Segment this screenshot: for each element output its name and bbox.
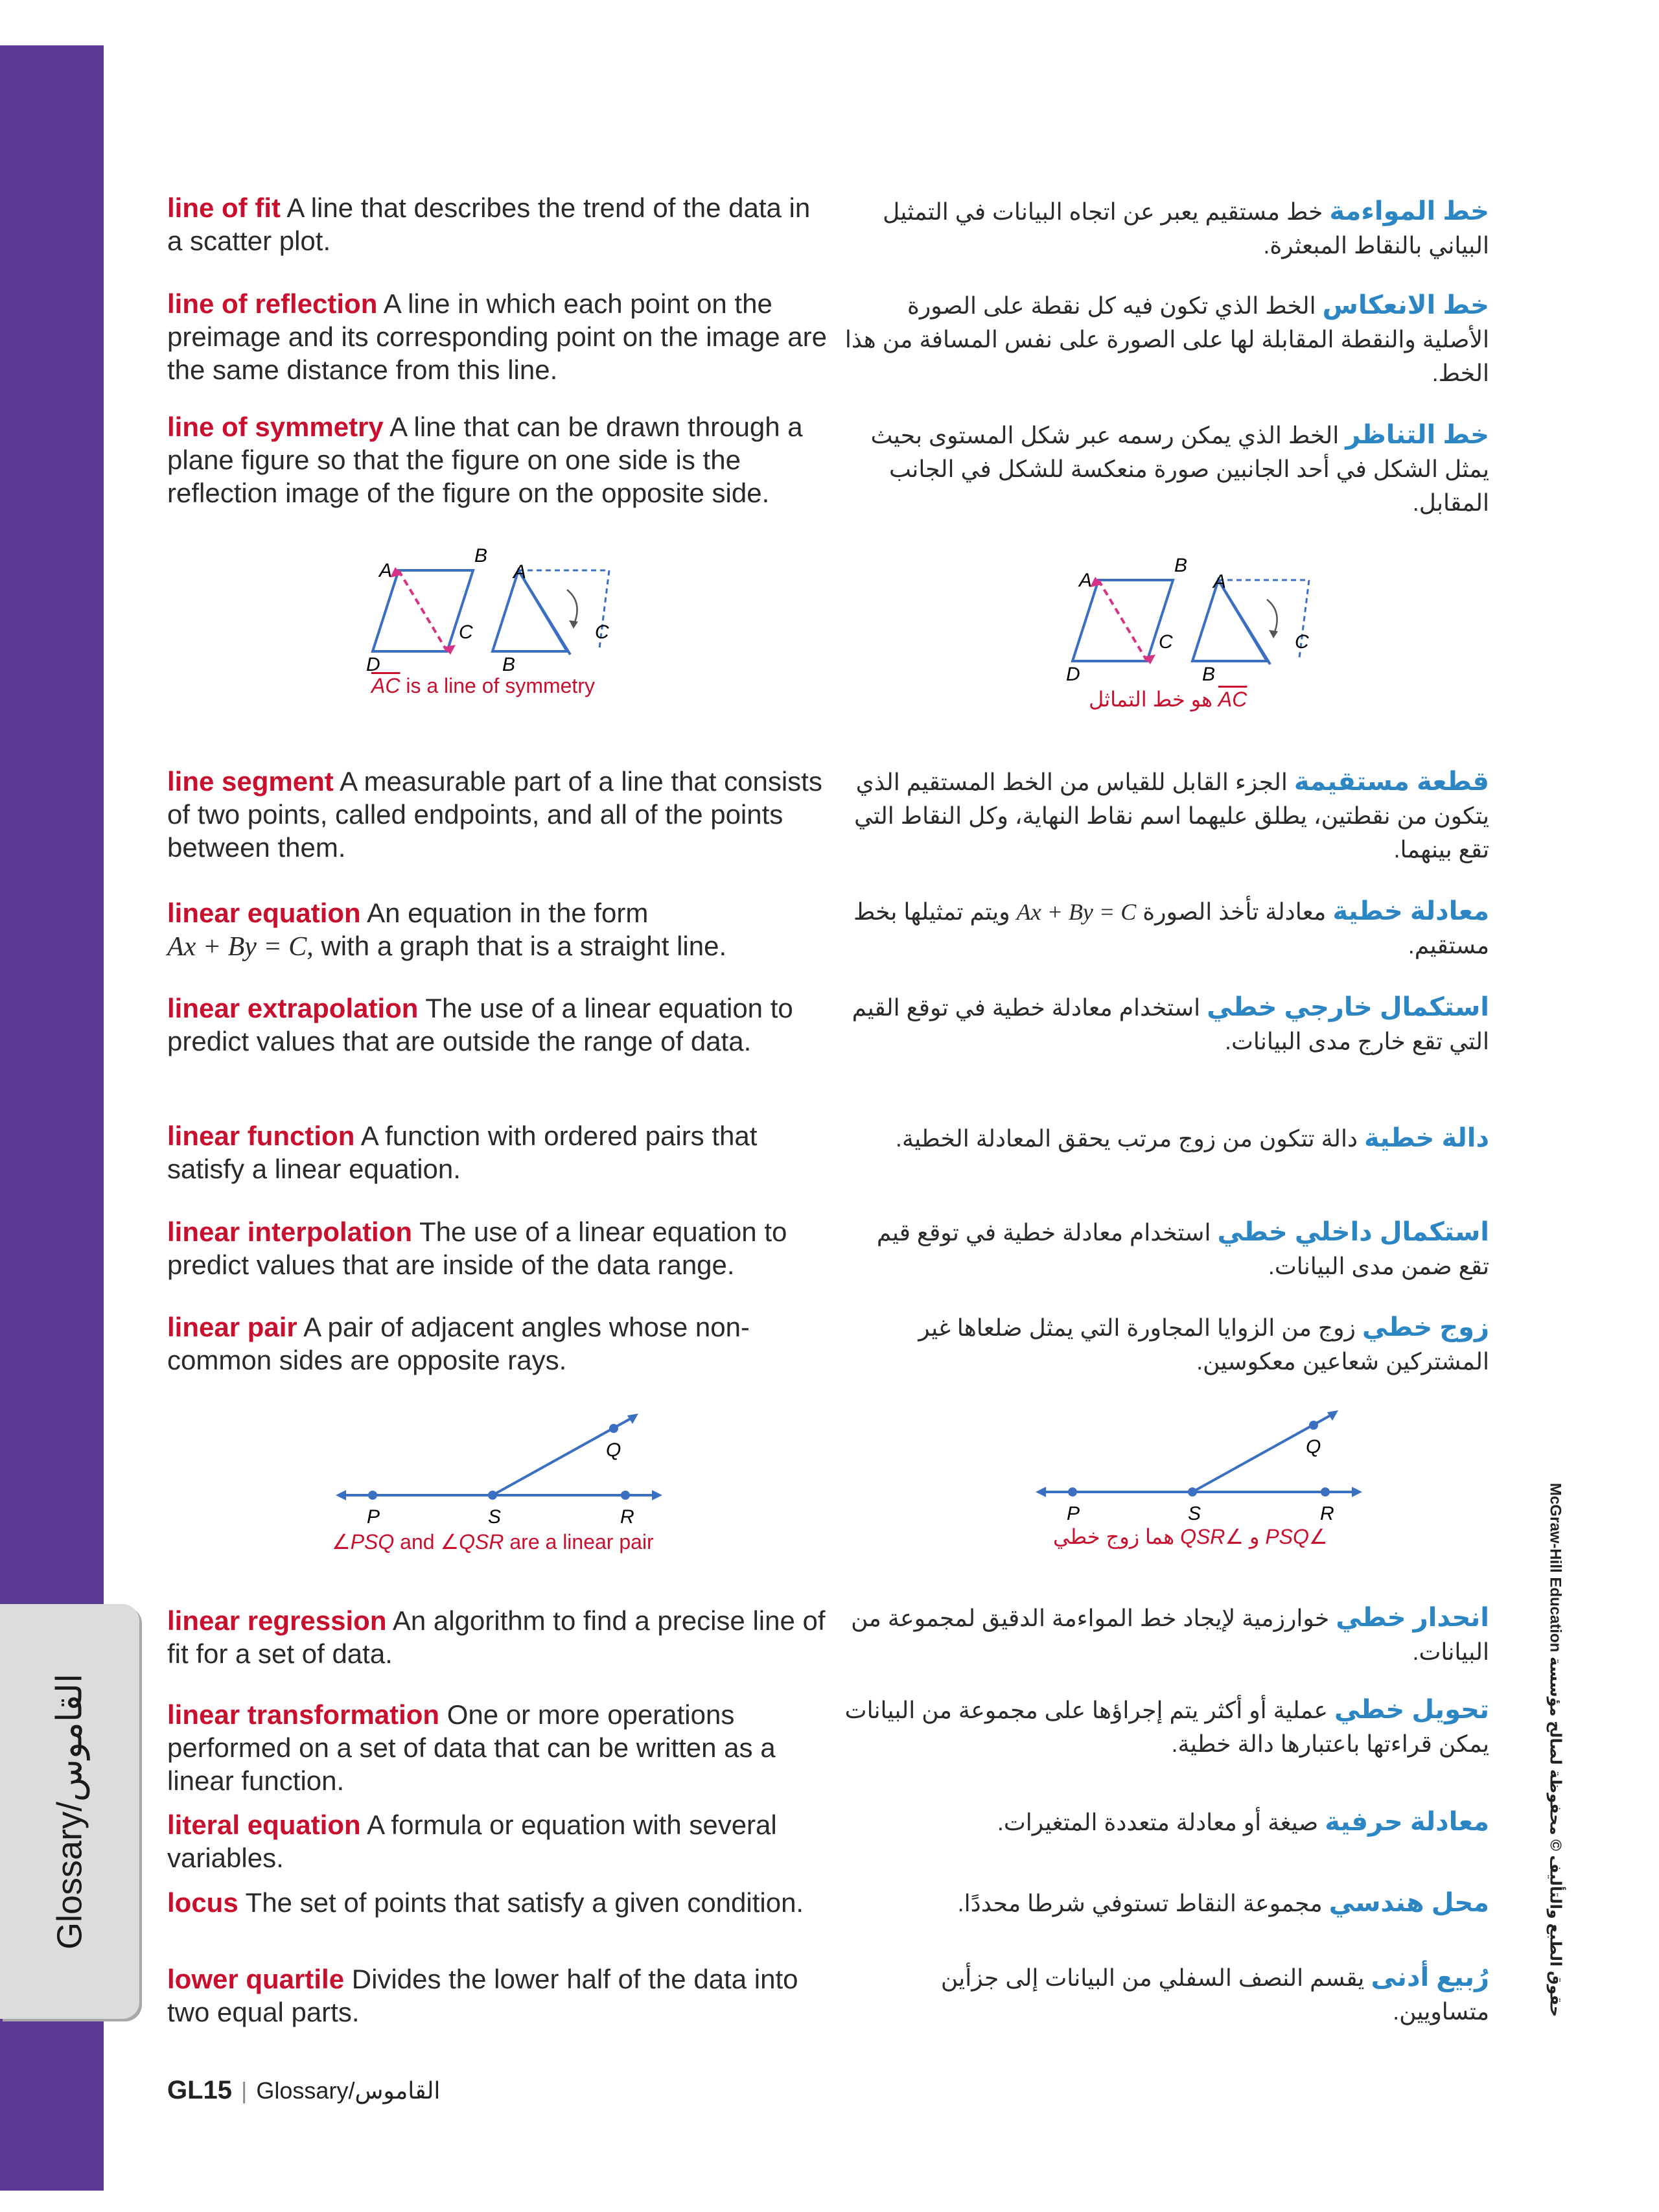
caption-and: و — [1244, 1525, 1266, 1548]
term: استكمال خارجي خطي — [1207, 993, 1489, 1021]
definition: A function with ordered pairs that satisfy a linear equation. — [167, 1121, 758, 1184]
entry-ar-line-of-fit — [841, 194, 1489, 262]
definition: The set of points that satisfy a given condition. — [238, 1887, 804, 1918]
entry-en-locus — [167, 1886, 828, 1919]
term: line segment — [167, 766, 334, 797]
term: linear pair — [167, 1312, 297, 1342]
label-s: S — [488, 1506, 502, 1526]
term: literal equation — [167, 1810, 361, 1840]
label-r: R — [1320, 1503, 1334, 1523]
entry-en-line-of-reflection — [167, 287, 828, 386]
arrow-head — [1352, 1487, 1362, 1497]
entry-en-line-segment — [167, 765, 828, 864]
definition: Divides the lower half of the data into two equal parts. — [167, 1964, 798, 2027]
entry-en-linear-transformation — [167, 1698, 828, 1797]
term: linear equation — [167, 898, 361, 928]
angle-qsr: ∠QSR — [1180, 1525, 1244, 1548]
arrow-head — [336, 1490, 346, 1500]
label-b: B — [474, 545, 488, 566]
term: تحويل خطي — [1334, 1695, 1489, 1724]
caption-text: is a line of symmetry — [400, 674, 595, 697]
term: معادلة خطية — [1332, 897, 1489, 926]
linear-pair-figure-ar — [1030, 1400, 1367, 1523]
point-r — [621, 1491, 630, 1500]
segment-ac: $\overline{AC}$ — [371, 674, 400, 697]
definition: One or more operations performed on a set of data that can be written as a linear function. — [167, 1699, 776, 1796]
copyright-notice: McGraw-Hill Education حقوق الطبع والتأليف © محفوظة لصالح مؤسسة — [1546, 1482, 1564, 2018]
label-a: A — [379, 560, 393, 581]
point-q — [1309, 1421, 1318, 1430]
glossary-tab-label: Glossary/القاموس — [50, 1673, 89, 1950]
caption-text: are a linear pair — [504, 1530, 654, 1554]
entry-ar-linear-pair — [841, 1310, 1489, 1379]
symmetry-caption-ar — [1089, 687, 1247, 712]
term: lower quartile — [167, 1964, 345, 1994]
definition: زوج من الزوايا المجاورة التي يمثل ضلعاها غير المشتركين شعاعين معكوسين. — [918, 1314, 1489, 1375]
point-s — [488, 1491, 497, 1500]
label-p: P — [367, 1506, 380, 1526]
definition-end: ويتم تمثيلها بخط مستقيم. — [853, 898, 1489, 959]
definition: الجزء القابل للقياس من الخط المستقيم الذي يتكون من نقطتين، يطلق عليهما اسم نقاط النهاية، وكل النقاط التي تقع بينهما. — [853, 769, 1489, 863]
entry-en-line-of-fit — [167, 191, 828, 257]
half-rhombus — [1192, 580, 1267, 661]
entry-ar-line-of-symmetry — [841, 418, 1489, 520]
term: خط الانعكاس — [1322, 291, 1489, 320]
entry-en-linear-function — [167, 1119, 828, 1185]
entry-ar-lower-quartile — [841, 1961, 1489, 2029]
definition: الخط الذي يمكن رسمه عبر شكل المستوى بحيث يمثل الشكل في أحد الجانبين صورة منعكسة للشكل في الجانب المقابل. — [870, 422, 1489, 516]
definition-end: with a graph that is a straight line. — [313, 931, 727, 961]
definition: The use of a linear equation to predict values that are inside of the data range. — [167, 1217, 787, 1280]
definition: خوارزمية لإيجاد خط المواءمة الدقيق لمجموعة من البيانات. — [851, 1605, 1489, 1665]
segment-ac: AC — [1218, 688, 1247, 711]
entry-ar-literal-equation — [841, 1805, 1489, 1839]
definition: صيغة أو معادلة متعددة المتغيرات. — [997, 1809, 1325, 1835]
term: linear interpolation — [167, 1217, 413, 1247]
term: line of fit — [167, 192, 281, 223]
entry-ar-linear-function — [841, 1121, 1489, 1156]
point-s — [1188, 1487, 1197, 1496]
entry-en-linear-pair — [167, 1310, 828, 1377]
fold-line — [1218, 580, 1270, 664]
definition: استخدام معادلة خطية في توقع قيم تقع ضمن مدى البيانات. — [876, 1219, 1489, 1279]
definition: A pair of adjacent angles whose non-common sides are opposite rays. — [167, 1312, 750, 1375]
fold-arrow — [1267, 600, 1277, 635]
entry-ar-linear-interpolation — [841, 1215, 1489, 1283]
fold-arrow-head — [1269, 630, 1278, 638]
term: locus — [167, 1887, 238, 1918]
caption-text: هو خط التماثل — [1089, 688, 1218, 711]
label-q: Q — [606, 1439, 621, 1461]
math-expression: Ax + By = C — [1016, 899, 1137, 925]
point-p — [1068, 1487, 1077, 1496]
symmetry-line — [399, 570, 447, 651]
fold-arrow — [567, 590, 577, 625]
label-p: P — [1067, 1503, 1080, 1523]
label-c: C — [1159, 631, 1173, 653]
term: line of reflection — [167, 288, 378, 319]
definition: استخدام معادلة خطية في توقع القيم التي تقع خارج مدى البيانات. — [852, 994, 1489, 1054]
term: line of symmetry — [167, 412, 384, 442]
term: محل هندسي — [1328, 1889, 1489, 1917]
symmetry-line — [1098, 580, 1147, 661]
arrow-head — [1036, 1487, 1046, 1497]
footer-section: Glossary/القاموس — [256, 2077, 441, 2104]
definition: A line that describes the trend of the data in a scatter plot. — [167, 192, 811, 256]
term: زوج خطي — [1362, 1313, 1489, 1342]
entry-en-linear-regression — [167, 1604, 828, 1670]
term: دالة خطية — [1363, 1124, 1489, 1152]
entry-ar-linear-extrapolation — [841, 990, 1489, 1058]
linear-pair-caption-ar — [1053, 1524, 1328, 1549]
linear-pair-figure-en — [331, 1403, 667, 1526]
term: خط المواءمة — [1329, 197, 1489, 226]
term: معادلة حرفية — [1325, 1808, 1489, 1836]
symmetry-figure-en — [350, 541, 635, 671]
label-c: C — [459, 622, 473, 643]
footer-separator: | — [241, 2077, 248, 2104]
label-d: D — [366, 654, 380, 671]
term: رُبيع أدنى — [1371, 1963, 1489, 1992]
point-r — [1321, 1487, 1330, 1496]
linear-pair-caption-en — [332, 1530, 654, 1554]
caption-text: هما زوج خطي — [1053, 1525, 1181, 1548]
term: linear extrapolation — [167, 993, 419, 1023]
point-q — [609, 1424, 618, 1433]
definition: The use of a linear equation to predict values that are outside the range of data. — [167, 993, 793, 1056]
entry-ar-line-of-reflection — [841, 288, 1489, 390]
page-footer — [167, 2076, 440, 2105]
entry-en-lower-quartile — [167, 1962, 828, 2029]
term: linear transformation — [167, 1699, 440, 1730]
label-c: C — [595, 622, 609, 643]
term: linear function — [167, 1121, 355, 1151]
label-s: S — [1188, 1503, 1201, 1523]
point-p — [368, 1491, 377, 1500]
definition: دالة تتكون من زوج مرتب يحقق المعادلة الخطية. — [895, 1125, 1364, 1152]
label-b: B — [1174, 555, 1188, 576]
definition: مجموعة النقاط تستوفي شرطا محددًا. — [957, 1890, 1329, 1916]
definition: An algorithm to find a precise line of fit for a set of data. — [167, 1605, 826, 1669]
label-d: D — [1066, 664, 1080, 681]
symmetry-figure-ar — [1050, 551, 1335, 681]
entry-ar-linear-transformation — [841, 1693, 1489, 1761]
term: انحدار خطي — [1336, 1603, 1489, 1632]
half-rhombus — [493, 570, 567, 651]
fold-line — [518, 570, 570, 655]
entry-en-linear-extrapolation — [167, 992, 828, 1058]
definition: الخط الذي تكون فيه كل نقطة على الصورة الأصلية والنقطة المقابلة لها على الصورة على نفس المسافة من هذا الخط. — [844, 292, 1489, 386]
math-expression: Ax + By = C, — [167, 932, 314, 962]
label-a: A — [1213, 571, 1227, 592]
entry-ar-line-segment — [841, 765, 1489, 867]
definition: An equation in the form — [360, 898, 649, 928]
label-b: B — [502, 654, 516, 671]
entry-en-linear-equation — [167, 896, 828, 964]
label-b: B — [1202, 664, 1216, 681]
definition: خط مستقيم يعبر عن اتجاه البيانات في التمثيل البياني بالنقاط المبعثرة. — [883, 198, 1489, 259]
angle-qsr: ∠QSR — [440, 1530, 504, 1554]
angle-psq: ∠PSQ — [332, 1530, 395, 1554]
symmetry-caption-en — [371, 674, 595, 698]
arrow-head — [652, 1490, 662, 1500]
definition: A line in which each point on the preimage and its corresponding point on the image are the same distance from this line. — [167, 288, 827, 385]
label-c: C — [1295, 631, 1309, 653]
definition: A line that can be drawn through a plane figure so that the figure on one side is the reflection image of the figure on the opposite side. — [167, 412, 803, 508]
label-a: A — [513, 561, 527, 583]
term: استكمال داخلي خطي — [1217, 1218, 1489, 1246]
definition: A measurable part of a line that consists of two points, called endpoints, and all of the points between them. — [167, 766, 822, 863]
label-a: A — [1079, 570, 1093, 591]
entry-en-linear-interpolation — [167, 1215, 828, 1281]
entry-ar-locus — [841, 1886, 1489, 1920]
entry-ar-linear-regression — [841, 1601, 1489, 1669]
definition: يقسم النصف السفلي من البيانات إلى جزأين متساويين. — [940, 1964, 1489, 2025]
entry-en-literal-equation — [167, 1808, 828, 1874]
label-r: R — [620, 1506, 634, 1526]
entry-en-line-of-symmetry — [167, 410, 828, 509]
term: قطعة مستقيمة — [1294, 767, 1489, 796]
definition: A formula or equation with several variables. — [167, 1810, 777, 1873]
angle-psq: ∠PSQ — [1265, 1525, 1328, 1548]
entry-ar-linear-equation — [841, 894, 1489, 962]
page-number: GL15 — [167, 2076, 233, 2104]
definition: معادلة تأخذ الصورة — [1136, 898, 1333, 925]
term: خط التناظر — [1345, 421, 1489, 449]
label-q: Q — [1306, 1436, 1321, 1458]
caption-and: and — [394, 1530, 441, 1554]
definition: عملية أو أكثر يتم إجراؤها على مجموعة من البيانات يمكن قراءتها باعتبارها دالة خطية. — [844, 1697, 1489, 1757]
fold-arrow-head — [569, 620, 578, 629]
term: linear regression — [167, 1605, 387, 1636]
